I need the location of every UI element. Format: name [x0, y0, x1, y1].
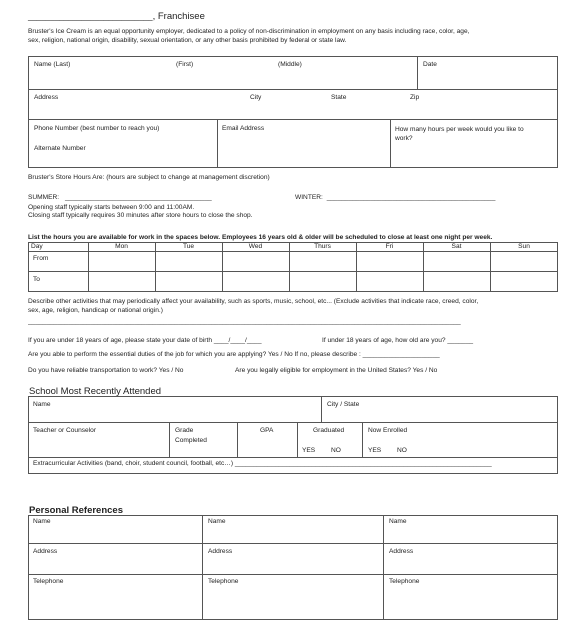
graduated-label: Graduated	[313, 427, 345, 434]
divider	[390, 119, 391, 168]
applicant-info-box	[28, 56, 558, 168]
name-last-field[interactable]: Name (Last)	[34, 61, 71, 68]
school-section-title: School Most Recently Attended	[29, 386, 162, 397]
divider	[28, 543, 558, 544]
opening-staff-note: Opening staff typically starts between 9:00 and 11:00AM.	[28, 204, 195, 211]
address-field[interactable]: Address	[34, 94, 59, 101]
wed-column-header: Wed	[248, 243, 263, 250]
references-section-title: Personal References	[29, 505, 123, 516]
activities-instruction-line1: Describe other activities that may periodically affect your availability, such as sports, music, school, etc... (Exclude activities that indicate race, creed, color,	[28, 298, 479, 305]
reference-1-name-field[interactable]: Name	[33, 518, 51, 525]
divider	[297, 422, 298, 457]
activities-answer-blank[interactable]: ______________________________________________________________________________________________________________________	[28, 318, 461, 325]
divider	[202, 515, 203, 620]
divider	[237, 422, 238, 457]
age-question[interactable]: If under 18 years of age, how old are you? _______	[322, 337, 474, 344]
grade-label-line1: Grade	[175, 427, 194, 434]
day-column-header: Day	[31, 243, 43, 250]
franchisee-line	[28, 11, 205, 22]
reference-3-name-field[interactable]: Name	[389, 518, 407, 525]
hours-per-week-question-line1: How many hours per week would you like to	[395, 126, 524, 133]
divider	[28, 574, 558, 575]
zip-field[interactable]: Zip	[410, 94, 420, 101]
school-city-state-field[interactable]: City / State	[327, 401, 360, 408]
reference-2-telephone-field[interactable]: Telephone	[208, 578, 239, 585]
reference-3-telephone-field[interactable]: Telephone	[389, 578, 420, 585]
franchisee-blank[interactable]: ____________________________	[28, 12, 153, 21]
references-table	[28, 515, 558, 620]
city-field[interactable]: City	[250, 94, 262, 101]
hours-per-week-question-line2: work?	[395, 135, 413, 142]
divider	[362, 422, 363, 457]
enrolled-yes-option[interactable]: YES	[368, 447, 382, 454]
employment-eligibility-question[interactable]: Are you legally eligible for employment in the United States? Yes / No	[235, 367, 438, 374]
essential-duties-question[interactable]: Are you able to perform the essential duties of the job for which you are applying? Yes / No If no, please describe : _____________________	[28, 351, 440, 358]
divider	[28, 422, 558, 423]
divider	[28, 271, 558, 272]
divider	[28, 251, 558, 252]
fri-column-header: Fri	[385, 243, 394, 250]
date-of-birth-question[interactable]: If you are under 18 years of age, please state your date of birth ____/____/____	[28, 337, 262, 344]
from-row-label: From	[33, 255, 49, 262]
divider	[383, 515, 384, 620]
date-field[interactable]: Date	[423, 61, 437, 68]
gpa-field[interactable]: GPA	[260, 427, 274, 434]
mon-column-header: Mon	[115, 243, 128, 250]
eeo-statement-line1: Bruster's Ice Cream is an equal opportunity employer, dedicated to a policy of non-discrimination in employment on any basis including race, color, age,	[28, 28, 470, 35]
grade-label-line2: Completed	[175, 437, 207, 444]
to-row-label: To	[33, 276, 40, 283]
summer-hours-blank[interactable]: ________________________________________	[64, 194, 212, 201]
graduated-yes-option[interactable]: YES	[302, 447, 316, 454]
tue-column-header: Tue	[182, 243, 195, 250]
state-field[interactable]: State	[331, 94, 347, 101]
divider	[417, 56, 418, 89]
summer-hours-line	[28, 194, 212, 202]
reference-1-address-field[interactable]: Address	[33, 548, 58, 555]
reference-2-name-field[interactable]: Name	[208, 518, 226, 525]
transportation-question[interactable]: Do you have reliable transportation to work? Yes / No	[28, 367, 184, 374]
sun-column-header: Sun	[518, 243, 530, 250]
availability-instruction: List the hours you are available for work in the spaces below. Employees 16 years old & older will be scheduled to close at least one night per week.	[28, 234, 493, 241]
store-hours-title: Bruster's Store Hours Are: (hours are subject to change at management discretion)	[28, 174, 270, 181]
enrolled-no-option[interactable]: NO	[397, 447, 407, 454]
sat-column-header: Sat	[451, 243, 462, 250]
winter-hours-blank[interactable]: ______________________________________________	[326, 194, 496, 201]
name-middle-field[interactable]: (Middle)	[278, 61, 302, 68]
divider	[28, 119, 558, 120]
winter-hours-line	[295, 194, 495, 202]
activities-instruction-line2: sex, age, religion, handicap or national origin.)	[28, 307, 163, 314]
email-field[interactable]: Email Address	[222, 125, 265, 132]
summer-label: SUMMER:	[28, 194, 60, 201]
closing-staff-note: Closing staff typically requires 30 minutes after store hours to close the shop.	[28, 212, 253, 219]
divider	[217, 119, 218, 168]
divider	[321, 396, 322, 422]
reference-3-address-field[interactable]: Address	[389, 548, 414, 555]
divider	[28, 89, 558, 90]
franchisee-label: , Franchisee	[152, 11, 205, 22]
divider	[28, 457, 558, 458]
eeo-statement-line2: sex, religion, national origin, disability, sexual orientation, or any other basis prohibited by federal or state law.	[28, 37, 347, 44]
extracurricular-field[interactable]: Extracurricular Activities (band, choir, student council, football, etc…) ______________________________________________________________________	[33, 460, 492, 467]
now-enrolled-label: Now Enrolled	[368, 427, 408, 434]
reference-1-telephone-field[interactable]: Telephone	[33, 578, 64, 585]
alternate-number-field[interactable]: Alternate Number	[34, 145, 86, 152]
school-name-field[interactable]: Name	[33, 401, 51, 408]
phone-field[interactable]: Phone Number (best number to reach you)	[34, 125, 160, 132]
name-first-field[interactable]: (First)	[176, 61, 194, 68]
thurs-column-header: Thurs	[314, 243, 331, 250]
teacher-counselor-field[interactable]: Teacher or Counselor	[33, 427, 97, 434]
graduated-no-option[interactable]: NO	[331, 447, 341, 454]
winter-label: WINTER:	[295, 194, 323, 201]
reference-2-address-field[interactable]: Address	[208, 548, 233, 555]
divider	[169, 422, 170, 457]
